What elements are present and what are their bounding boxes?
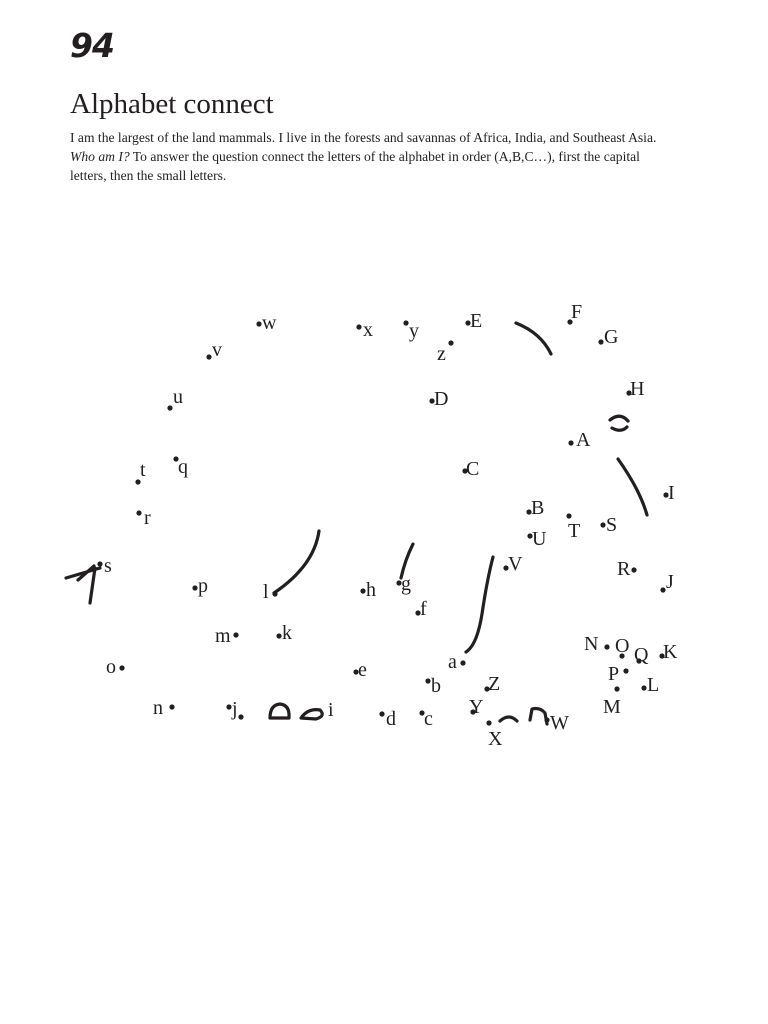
capital-letter-T	[566, 513, 580, 542]
small-letter-r	[136, 507, 151, 529]
capital-letter-B	[526, 497, 544, 519]
capital-letter-N	[584, 633, 610, 655]
small-label-z: z	[437, 343, 446, 365]
capital-letter-Q	[634, 644, 649, 666]
small-letter-z	[437, 340, 454, 365]
face-line	[618, 459, 647, 515]
capital-label-C: C	[466, 458, 480, 480]
small-dot-h	[360, 588, 365, 593]
capital-dot-G	[598, 339, 603, 344]
small-label-u: u	[173, 386, 183, 408]
capital-label-M: M	[603, 696, 621, 718]
small-label-d: d	[386, 708, 396, 730]
small-label-p: p	[198, 575, 208, 597]
small-dot-w	[256, 321, 261, 326]
capital-label-T: T	[568, 520, 581, 542]
capital-label-B: B	[531, 497, 545, 519]
capital-label-P: P	[608, 663, 620, 685]
small-letter-c	[419, 708, 433, 730]
small-label-a: a	[448, 651, 457, 673]
small-letter-p	[192, 575, 208, 597]
capital-letter-V	[503, 553, 523, 575]
eye-mark-top	[610, 416, 628, 421]
capital-dot-W	[544, 717, 549, 722]
capital-letter-M	[603, 686, 621, 718]
capital-label-O: O	[615, 635, 630, 657]
back-foot-left	[270, 704, 289, 718]
small-dot-x	[356, 324, 361, 329]
small-dot-r	[136, 510, 141, 515]
capital-label-I: I	[668, 482, 675, 504]
instructions-lead: I am the largest of the land mammals. I live in the forests and savannas of Africa, India, and Southeast Asia.	[70, 130, 657, 145]
capital-label-W: W	[550, 712, 569, 734]
small-dot-b	[425, 678, 430, 683]
capital-label-D: D	[434, 388, 449, 410]
small-label-o: o	[106, 656, 116, 678]
small-label-c: c	[424, 708, 433, 730]
small-letter-f	[415, 598, 427, 620]
small-label-v: v	[212, 339, 222, 361]
capital-letter-I	[663, 482, 674, 504]
letter-dots	[97, 301, 678, 750]
page-title: Alphabet connect	[70, 88, 274, 120]
capital-dot-X	[486, 720, 491, 725]
capital-letter-X	[486, 720, 503, 750]
small-letter-e	[353, 659, 367, 681]
trunk-tip-right	[530, 709, 547, 725]
capital-label-V: V	[508, 553, 523, 575]
capital-label-Z: Z	[488, 673, 501, 695]
capital-dot-P	[623, 668, 628, 673]
capital-letter-R	[617, 558, 637, 580]
capital-label-K: K	[663, 641, 678, 663]
capital-letter-Z	[484, 673, 500, 695]
capital-letter-S	[600, 514, 617, 536]
capital-letter-H	[626, 378, 644, 400]
small-label-f: f	[420, 598, 427, 620]
small-letter-b	[425, 675, 441, 697]
capital-label-E: E	[470, 310, 483, 332]
trunk-line	[466, 557, 493, 652]
instructions-tail: To answer the question connect the letters of the alphabet in order (A,B,C…), first the capital letters, then the small letters.	[70, 149, 640, 183]
small-letter-v	[206, 339, 222, 361]
capital-letter-C	[462, 458, 479, 480]
capital-label-G: G	[604, 326, 619, 348]
capital-letter-P	[608, 663, 629, 685]
capital-label-Y: Y	[469, 696, 484, 718]
small-dot-l	[272, 591, 277, 596]
small-dot-s	[97, 561, 102, 566]
small-dot-j	[226, 704, 231, 709]
small-dot-n	[169, 704, 174, 709]
capital-dot-T	[566, 513, 571, 518]
small-letter-h	[360, 579, 376, 601]
small-dot-i	[238, 714, 243, 719]
small-dot-y	[403, 320, 408, 325]
small-label-n: n	[153, 697, 163, 719]
small-label-j: j	[232, 698, 238, 720]
small-letter-j	[226, 698, 237, 720]
trunk-tip-left	[500, 717, 517, 721]
capital-letter-L	[641, 674, 659, 696]
capital-label-N: N	[584, 633, 599, 655]
pre-drawn-lines	[66, 323, 647, 724]
capital-letter-F	[567, 301, 582, 325]
small-dot-d	[379, 711, 384, 716]
small-letter-a	[448, 651, 466, 673]
capital-label-F: F	[571, 301, 583, 323]
small-dot-p	[192, 585, 197, 590]
capital-dot-A	[568, 440, 573, 445]
capital-letter-K	[659, 641, 678, 663]
capital-label-A: A	[576, 429, 591, 451]
small-dot-u	[167, 405, 172, 410]
small-letter-t	[135, 459, 146, 485]
capital-dot-M	[614, 686, 619, 691]
small-letter-m	[215, 625, 239, 647]
capital-letter-U	[527, 528, 547, 550]
capital-label-L: L	[647, 674, 660, 696]
small-label-s: s	[104, 555, 112, 577]
small-letter-g	[396, 573, 411, 595]
tail-tuft	[66, 566, 100, 603]
small-label-q: q	[178, 456, 188, 478]
ear-arc-line	[516, 323, 551, 354]
small-letter-y	[403, 320, 419, 342]
capital-dot-L	[641, 685, 646, 690]
small-dot-z	[448, 340, 453, 345]
capital-letter-E	[465, 310, 482, 332]
back-foot-right	[301, 710, 322, 719]
small-label-l: l	[263, 581, 269, 603]
small-letter-k	[276, 622, 292, 644]
small-label-i: i	[328, 699, 334, 721]
capital-label-H: H	[630, 378, 645, 400]
capital-label-X: X	[488, 728, 503, 750]
instructions-question: Who am I?	[70, 149, 130, 164]
small-label-w: w	[262, 312, 277, 334]
small-label-r: r	[144, 507, 151, 529]
capital-label-U: U	[532, 528, 547, 550]
small-label-m: m	[215, 625, 231, 647]
small-dot-v	[206, 354, 211, 359]
small-letter-n	[153, 697, 175, 719]
small-letter-x	[356, 319, 373, 341]
small-letter-o	[106, 656, 125, 678]
capital-letter-O	[615, 635, 629, 659]
small-label-g: g	[401, 573, 411, 595]
small-letter-s	[97, 555, 112, 577]
capital-label-R: R	[617, 558, 631, 580]
small-letter-u	[167, 386, 183, 411]
capital-letter-G	[598, 326, 618, 348]
small-label-k: k	[282, 622, 292, 644]
small-label-h: h	[366, 579, 376, 601]
small-dot-a	[460, 660, 465, 665]
small-label-b: b	[431, 675, 441, 697]
capital-dot-J	[660, 587, 665, 592]
eye-mark-bottom	[612, 427, 627, 430]
capital-label-S: S	[606, 514, 618, 536]
capital-letter-Y	[469, 696, 483, 718]
small-dot-o	[119, 665, 124, 670]
capital-label-J: J	[666, 571, 674, 593]
small-label-y: y	[409, 320, 419, 342]
small-label-e: e	[358, 659, 367, 681]
small-dot-k	[276, 633, 281, 638]
small-letter-q	[173, 456, 188, 478]
small-letter-d	[379, 708, 396, 730]
page-number: 94	[70, 26, 114, 65]
capital-letter-D	[429, 388, 448, 410]
capital-letter-A	[568, 429, 591, 451]
small-letter-w	[256, 312, 277, 334]
small-dot-m	[233, 632, 238, 637]
small-label-t: t	[140, 459, 146, 481]
capital-letter-J	[660, 571, 674, 593]
small-letter-l	[263, 581, 278, 603]
capital-dot-N	[604, 644, 609, 649]
small-label-x: x	[363, 319, 373, 341]
capital-dot-R	[631, 567, 636, 572]
capital-dot-S	[600, 522, 605, 527]
capital-label-Q: Q	[634, 644, 649, 666]
back-leg-line	[274, 531, 319, 593]
